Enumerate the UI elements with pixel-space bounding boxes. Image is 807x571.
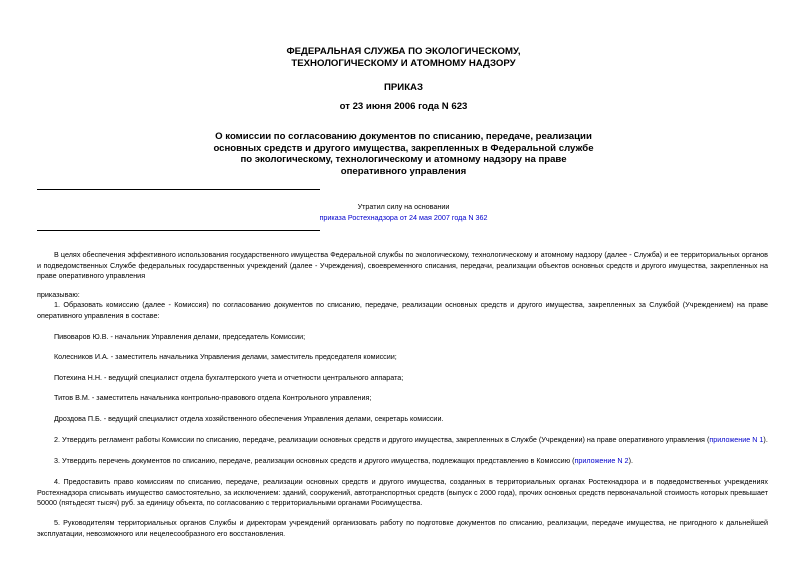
document-date: от 23 июня 2006 года N 623 [339,101,468,112]
divider-top [37,189,320,190]
divider-bottom [37,230,320,231]
void-notice [0,201,807,223]
member-1: Пивоваров Ю.В. - начальник Управления делами, председатель Комиссии; [54,332,306,341]
authority-line-2: ТЕХНОЛОГИЧЕСКОМУ И АТОМНОМУ НАДЗОРУ [291,57,516,69]
item-3-text: 3. Утвердить перечень документов по списанию, передаче, реализации основных средств и другого имущества, подлежащих представлению в Комиссию ( [54,456,575,465]
item-4-paragraph: 4. Предоставить право комиссиям по списанию, передаче, реализации основных средств и другого имущества, созданных в территориальных органах Ростехнадзора и в подведомственных учреждениях Ростехнадзора списывать имущество самостоятельно, за исключением: зданий, сооружений, автотранспортных средств (выпуск с 2000 года), прочих основных средств первоначальной стоимость которых превышает 50000 (пятьдесят тысяч) руб. за единицу объекта, по согласованию с территориальными органами Росимущества. [37,477,768,507]
member-4: Титов В.М. - заместитель начальника контрольно-правового отдела Контрольного управления; [54,393,372,402]
item-3-end: ). [628,456,633,465]
document-type: ПРИКАЗ [384,82,423,93]
item-2-text: 2. Утвердить регламент работы Комиссии по списанию, передаче, реализации основных средств и другого имущества, закрепленных в Службе (Учреждении) на праве оперативного управления ( [54,435,710,444]
title-line-3: по экологическому, технологическому и атомному надзору на праве [240,154,567,165]
member-2: Колесников И.А. - заместитель начальника Управления делами, заместитель председателя комиссии; [54,352,397,361]
appendix-2-link[interactable]: приложение N 2 [574,456,629,465]
member-5: Дроздова П.Б. - ведущий специалист отдела хозяйственного обеспечения Управления делами, секретарь комиссии. [54,414,444,423]
item-2-end: ). [763,435,768,444]
member-3: Потехина Н.Н. - ведущий специалист отдела бухгалтерского учета и отчетности центрального аппарата; [54,373,404,382]
title-line-2: основных средств и другого имущества, закрепленных в Федеральной службе [213,142,594,154]
item-1-paragraph: 1. Образовать комиссию (далее - Комиссия) по согласованию документов по списанию, передаче, реализации основных средств и другого имущества, закрепленных за Службой (Учреждением) на праве оперативного управления в составе: [37,300,768,320]
issuing-authority [0,46,807,69]
item-2-paragraph [54,435,768,445]
title-line-1: О комиссии по согласованию документов по списанию, передаче, реализации [215,131,592,142]
void-notice-text: Утратил силу на основании [357,202,450,211]
item-3-paragraph [54,456,633,466]
authority-line-1: ФЕДЕРАЛЬНАЯ СЛУЖБА ПО ЭКОЛОГИЧЕСКОМУ, [286,46,521,57]
order-word: приказываю: [37,290,80,299]
title-line-4: оперативного управления [340,165,467,177]
document-title [0,131,807,177]
item-5-paragraph: 5. Руководителям территориальных органов Службы и директорам учреждений организовать работу по подготовке документов по списанию, реализации, передаче имущества, не пригодного к дальнейшей эксплуатации, невозможного или нецелесообразного его восстановления. [37,518,768,538]
void-notice-link[interactable]: приказа Ростехнадзора от 24 мая 2007 года N 362 [319,213,488,222]
appendix-1-link[interactable]: приложение N 1 [709,435,764,444]
preamble-paragraph: В целях обеспечения эффективного использования государственного имущества Федеральной службы по экологическому, технологическому и атомному надзору (далее - Служба) и ее территориальных органов и подведомственных Службе федеральных государственных учреждений (далее - Учреждения), своевременного списания, передачи, реализации объектов основных средств и другого имущества, закрепленных на праве оперативного управления [37,250,768,280]
